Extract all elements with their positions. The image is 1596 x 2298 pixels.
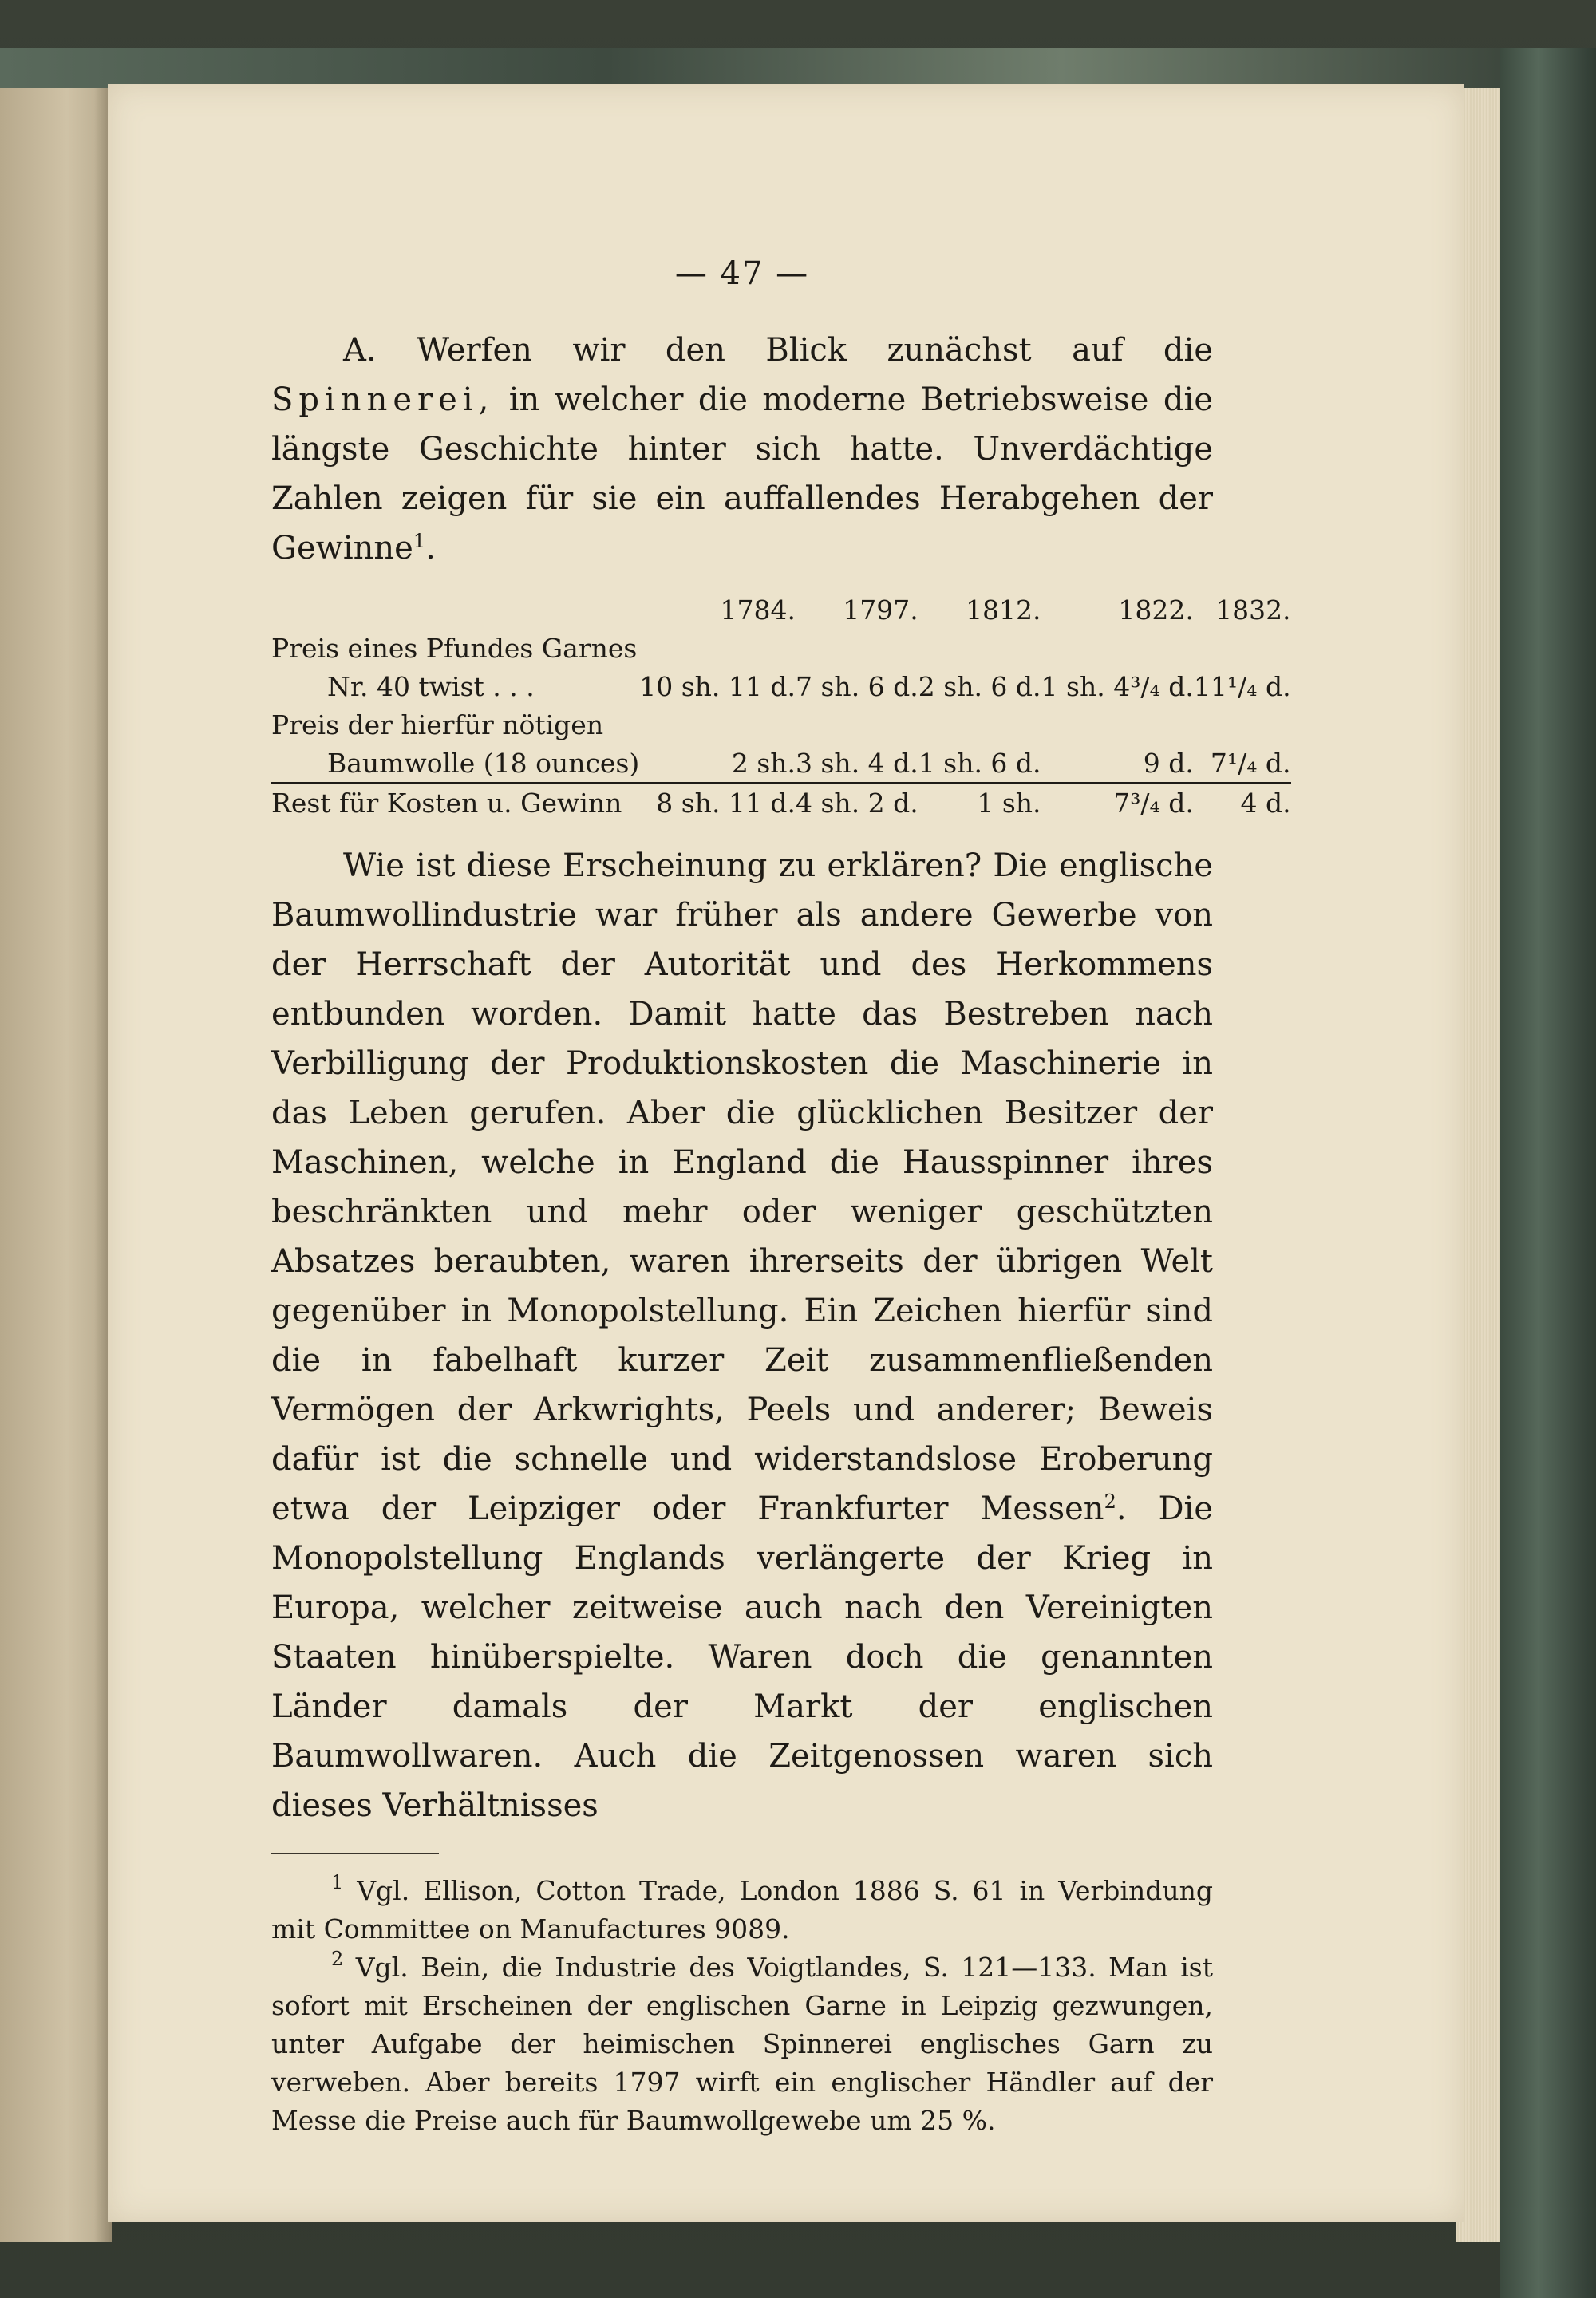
table-cell: 10 sh. 11 d. bbox=[639, 670, 796, 702]
body-paragraph bbox=[271, 841, 1213, 1830]
table-cell: 7³/₄ d. bbox=[1041, 783, 1194, 822]
table-cell: 2 sh. 6 d. bbox=[918, 670, 1041, 702]
table-cell: 4 d. bbox=[1194, 783, 1291, 822]
footnote-mark: 2 bbox=[331, 1948, 344, 1970]
table-cell: 1 sh. 4³/₄ d. bbox=[1041, 670, 1194, 702]
year-cell: 1832. bbox=[1215, 594, 1291, 626]
table-cell: 11¹/₄ d. bbox=[1193, 670, 1291, 702]
footnote-text: Vgl. Ellison, Cotton Trade, London 1886 S. 61 in Verbindung mit Committee on Manufactures 9089. bbox=[271, 1875, 1213, 1945]
footnote-2 bbox=[271, 1949, 1213, 2140]
table-cell: 7¹/₄ d. bbox=[1194, 744, 1291, 783]
footnote-ref-1[interactable]: 1 bbox=[413, 530, 426, 552]
row-sublabel: Baumwolle (18 ounces) bbox=[271, 744, 639, 783]
book-cover-right bbox=[1500, 48, 1596, 2298]
table-cell: 4 sh. 2 d. bbox=[796, 783, 918, 822]
table-row bbox=[271, 744, 1291, 783]
table-row bbox=[271, 629, 1291, 667]
footnote-1 bbox=[271, 1872, 1213, 1949]
footnote-divider bbox=[271, 1853, 439, 1854]
year-cell: 1797. bbox=[843, 594, 918, 626]
page-content bbox=[271, 255, 1291, 2140]
footnote-mark: 1 bbox=[331, 1871, 344, 1893]
price-table bbox=[271, 590, 1291, 822]
paragraph-text: . Die Monopolstellung Englands verlängerte der Krieg in Europa, welcher zeitweise auch nach den Vereinigten Staaten hinüberspielte. Waren doch die genannten Länder damals der Markt der englischen Baumwollwaren. Auch die Zeitgenossen waren sich dieses Verhältnisses bbox=[271, 1491, 1214, 1824]
footnote-text: Vgl. Bein, die Industrie des Voigtlandes, S. 121—133. Man ist sofort mit Erscheinen der englischen Garne in Leipzig gezwungen, unter Aufgabe der heimischen Spinnerei englisches Garn zu verweben. Aber bereits 1797 wirft ein englischer Händler auf der Messe die Preise auch für Baumwollgewebe um 25 %. bbox=[271, 1952, 1213, 2136]
section-intro: A. Werfen wir den Blick zunächst auf die bbox=[343, 332, 1213, 369]
section-spaced-term: Spinnerei, bbox=[271, 381, 495, 418]
row-label: Preis der hierfür nötigen bbox=[271, 709, 604, 740]
table-cell: 1 sh. bbox=[918, 783, 1041, 822]
table-cell: 7 sh. 6 d. bbox=[796, 670, 918, 702]
year-cell: 1812. bbox=[966, 594, 1041, 626]
table-row bbox=[271, 783, 1291, 822]
table-row bbox=[271, 667, 1291, 705]
year-cell: 1784. bbox=[720, 594, 796, 626]
footnote-ref-2[interactable]: 2 bbox=[1104, 1491, 1116, 1513]
table-cell: 1 sh. 6 d. bbox=[918, 744, 1041, 783]
table-cell: 9 d. bbox=[1041, 744, 1194, 783]
table-cell: 8 sh. 11 d. bbox=[639, 783, 796, 822]
table-header-row bbox=[271, 590, 1291, 629]
section-rest: in welcher die moderne Betriebsweise die längste Geschichte hinter sich hatte. Unverdächtige Zahlen zeigen für sie ein auffallendes Herabgehen der Gewinne bbox=[271, 381, 1213, 567]
table-cell: 3 sh. 4 d. bbox=[796, 744, 918, 783]
table-row bbox=[271, 705, 1291, 744]
paragraph-text: Wie ist diese Erscheinung zu erklären? Die englische Baumwollindustrie war früher als andere Gewerbe von der Herrschaft der Autorität und des Herkommens entbunden worden. Damit hatte das Bestreben nach Verbilligung der Produktionskosten die Maschinerie in das Leben gerufen. Aber die glücklichen Besitzer der Maschinen, welche in England die Hausspinner ihres beschränkten und mehr oder weniger geschützten Absatzes beraubten, waren ihrerseits der übrigen Welt gegenüber in Monopolstellung. Ein Zeichen hierfür sind die in fabelhaft kurzer Zeit zusammenfließenden Vermögen der Arkwrights, Peels und anderer; Beweis dafür ist die schnelle und widerstandslose Eroberung etwa der Leipziger oder Frankfurter Messen bbox=[271, 847, 1213, 1527]
section-a-paragraph bbox=[271, 326, 1213, 573]
row-label: Rest für Kosten u. Gewinn bbox=[271, 783, 639, 822]
section-end: . bbox=[425, 530, 436, 567]
table-cell: 2 sh. bbox=[639, 744, 796, 783]
row-sublabel: Nr. 40 twist . . . bbox=[327, 670, 535, 702]
row-label: Preis eines Pfundes Garnes bbox=[271, 632, 638, 664]
year-cell: 1822. bbox=[1118, 594, 1194, 626]
page-number: — 47 — bbox=[674, 255, 810, 292]
